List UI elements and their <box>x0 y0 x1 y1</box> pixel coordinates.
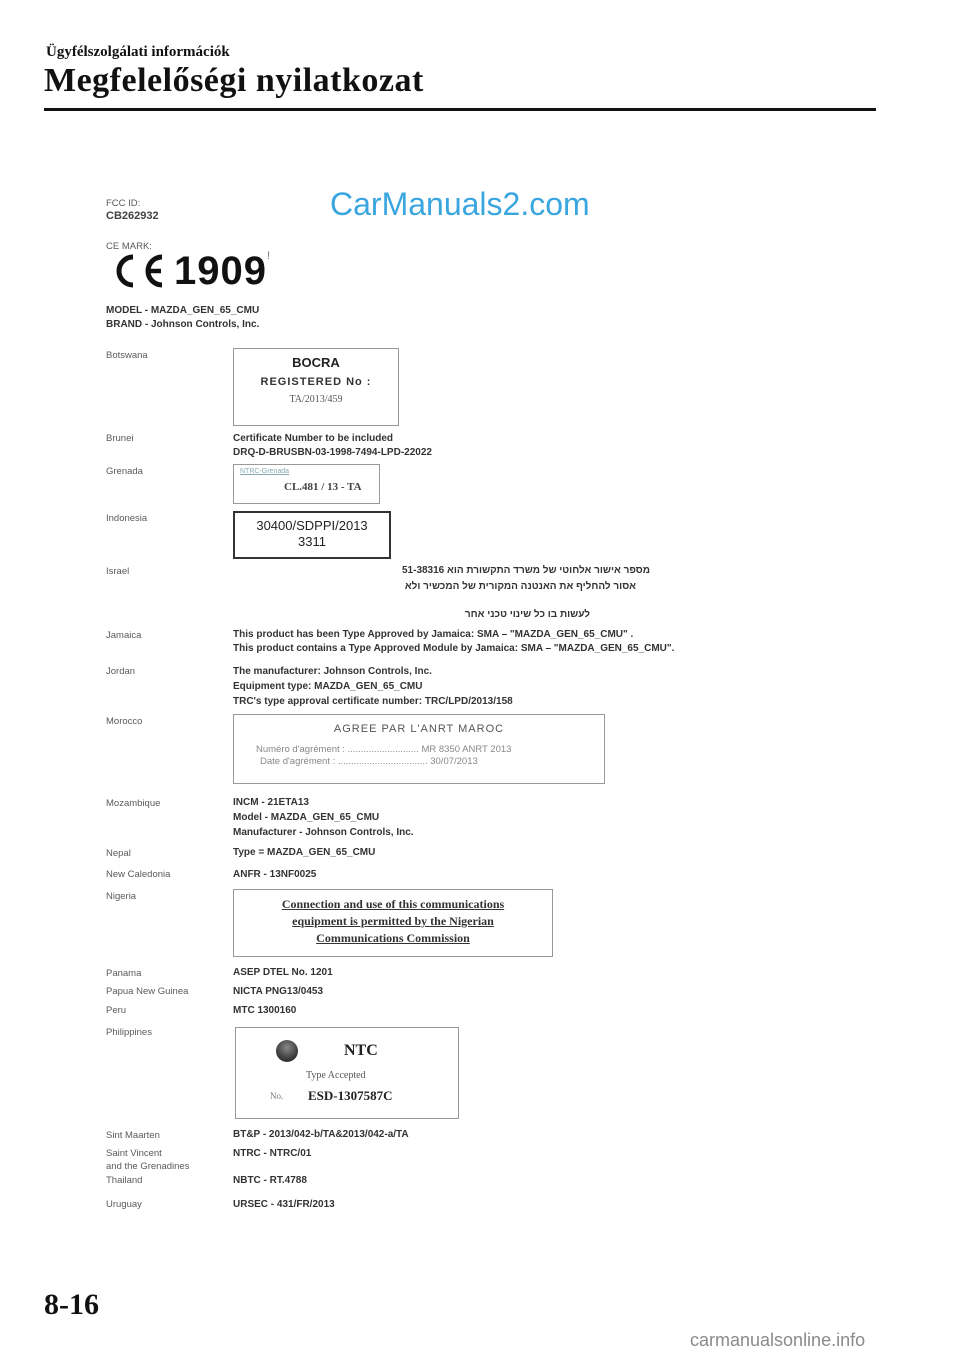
country-label-peru: Peru <box>106 1005 127 1016</box>
jamaica-line1: This product has been Type Approved by Jamaica: SMA – "MAZDA_GEN_65_CMU" . <box>233 629 634 640</box>
fcc-label: FCC ID: <box>106 198 141 209</box>
morocco-box-date: Date d'agrément : .................................. 30/07/2013 <box>260 756 478 767</box>
bocra-registered: REGISTERED No : <box>260 376 372 388</box>
country-label-grenada: Grenada <box>106 466 143 477</box>
philippines-approval-box <box>235 1027 459 1119</box>
png-line1: NICTA PNG13/0453 <box>233 986 324 997</box>
thailand-line1: NBTC - RT.4788 <box>233 1175 307 1186</box>
country-label-uruguay: Uruguay <box>106 1199 142 1210</box>
panama-line1: ASEP DTEL No. 1201 <box>233 967 333 978</box>
model-text: MODEL - MAZDA_GEN_65_CMU <box>106 305 260 316</box>
country-label-israel: Israel <box>106 566 130 577</box>
ntc-seal-icon <box>276 1040 298 1062</box>
israel-line3: לעשות בו כל שינוי טכני אחר <box>464 609 590 620</box>
country-label-brunei: Brunei <box>106 433 134 444</box>
country-label-botswana: Botswana <box>106 350 148 361</box>
country-label-philippines: Philippines <box>106 1027 152 1038</box>
grenada-approval-box <box>233 464 380 504</box>
brunei-line2: DRQ-D-BRUSBN-03-1998-7494-LPD-22022 <box>233 447 432 458</box>
country-label-nigeria: Nigeria <box>106 891 137 902</box>
ntc-number: ESD-1307587C <box>308 1088 393 1103</box>
new-caledonia-line1: ANFR - 13NF0025 <box>233 869 317 880</box>
fcc-value: CB262932 <box>106 210 159 222</box>
country-label-indonesia: Indonesia <box>106 513 148 524</box>
section-heading: Ügyfélszolgálati információk <box>46 44 230 60</box>
jordan-line3: TRC's type approval certificate number: TRC/LPD/2013/158 <box>233 696 513 707</box>
bocra-number: TA/2013/459 <box>289 394 343 405</box>
country-label-morocco: Morocco <box>106 716 143 727</box>
jamaica-line2: This product contains a Type Approved Module by Jamaica: SMA – "MAZDA_GEN_65_CMU". <box>233 643 675 654</box>
country-label-grenadines: and the Grenadines <box>106 1161 190 1172</box>
israel-line2: אסור להחליף את האנטנה המקורית של המכשיר ולא <box>404 581 636 592</box>
country-label-png: Papua New Guinea <box>106 986 189 997</box>
country-label-jordan: Jordan <box>106 666 136 677</box>
botswana-approval-box <box>233 348 399 426</box>
footer-watermark-link[interactable]: carmanualsonline.info <box>690 1330 866 1350</box>
israel-line1: מספר אישור אלחוטי של משרד התקשורת הוא 51-38316 <box>401 565 650 576</box>
ntc-type-accepted: Type Accepted <box>306 1070 366 1081</box>
nigeria-box-line3: Communications Commission <box>316 931 470 945</box>
jordan-line1: The manufacturer: Johnson Controls, Inc. <box>233 666 432 677</box>
peru-line1: MTC 1300160 <box>233 1005 297 1016</box>
indonesia-box-line2: 3311 <box>298 534 326 549</box>
country-label-jamaica: Jamaica <box>106 630 142 641</box>
morocco-approval-box <box>233 714 605 784</box>
brunei-line1: Certificate Number to be included <box>233 433 394 444</box>
indonesia-box-line1: 30400/SDPPI/2013 <box>256 518 368 533</box>
grenada-box-header: NTRC-Grenada <box>240 468 290 475</box>
country-label-new-caledonia: New Caledonia <box>106 869 171 880</box>
page-number: 8-16 <box>44 1288 99 1321</box>
uruguay-line1: URSEC - 431/FR/2013 <box>233 1199 335 1210</box>
grenada-box-number: CL.481 / 13 - TA <box>284 481 362 493</box>
ce-label: CE MARK: <box>106 241 152 252</box>
mozambique-line1: INCM - 21ETA13 <box>233 797 309 808</box>
ntc-title: NTC <box>344 1042 378 1059</box>
ce-superscript: ! <box>266 250 271 262</box>
saint-vincent-line1: NTRC - NTRC/01 <box>233 1148 312 1159</box>
ce-mark-logo <box>106 250 270 292</box>
nepal-line1: Type = MAZDA_GEN_65_CMU <box>233 847 376 858</box>
country-label-nepal: Nepal <box>106 848 131 859</box>
mozambique-line3: Manufacturer - Johnson Controls, Inc. <box>233 827 414 838</box>
title-rule <box>44 108 876 111</box>
country-label-mozambique: Mozambique <box>106 798 161 809</box>
country-label-panama: Panama <box>106 968 142 979</box>
country-label-sint-maarten: Sint Maarten <box>106 1130 160 1141</box>
sint-maarten-line1: BT&P - 2013/042-b/TA&2013/042-a/TA <box>233 1129 409 1140</box>
indonesia-approval-box <box>233 511 391 559</box>
country-label-thailand: Thailand <box>106 1175 143 1186</box>
morocco-box-title: AGREE PAR L'ANRT MAROC <box>333 723 505 735</box>
bocra-title: BOCRA <box>292 355 340 370</box>
ce-number: 1909 <box>174 248 267 293</box>
country-label-saint-vincent: Saint Vincent <box>106 1148 162 1159</box>
ntc-no-label: No. <box>270 1091 284 1101</box>
nigeria-box-line1: Connection and use of this communications <box>281 897 505 911</box>
watermark-link[interactable]: CarManuals2.com <box>330 186 590 222</box>
mozambique-line2: Model - MAZDA_GEN_65_CMU <box>233 812 380 823</box>
nigeria-box-line2: equipment is permitted by the Nigerian <box>292 914 494 928</box>
morocco-box-number: Numéro d'agrément : ........................... MR 8350 ANRT 2013 <box>256 744 512 755</box>
jordan-line2: Equipment type: MAZDA_GEN_65_CMU <box>233 681 423 692</box>
brand-text: BRAND - Johnson Controls, Inc. <box>106 319 260 330</box>
ce-mark-icon <box>106 251 166 291</box>
page-title: Megfelelőségi nyilatkozat <box>44 62 424 99</box>
nigeria-approval-box <box>233 889 553 957</box>
